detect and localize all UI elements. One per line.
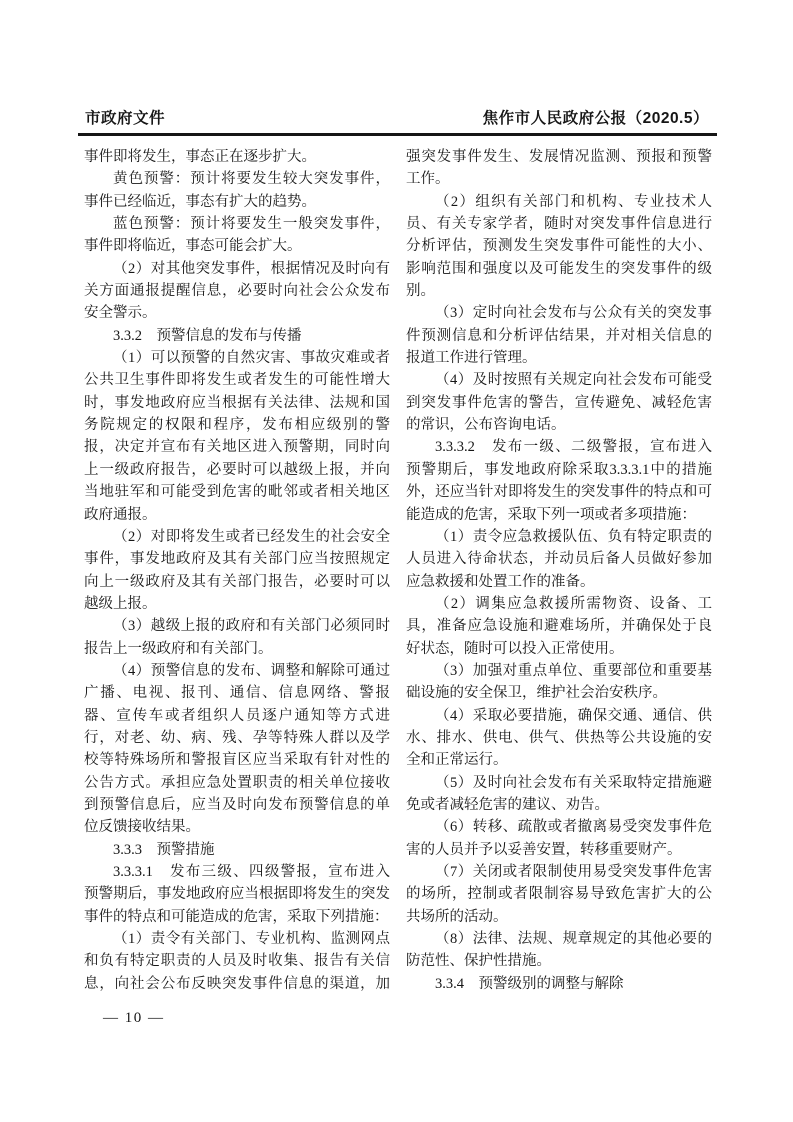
- text-line: 预警期后，事发地政府除采取3.3.3.1中的措施: [406, 461, 712, 478]
- text-line: （2）对即将发生或者已经发生的社会安全: [113, 528, 390, 545]
- text-line: 件预测信息和分析评估结果，并对相关信息的: [406, 327, 712, 344]
- text-line: 上一级政府报告，必要时可以越级上报，并向: [84, 461, 390, 478]
- text-line: （5）及时向社会发布有关采取特定措施避: [435, 774, 712, 791]
- text-line: 越级上报。: [84, 595, 157, 612]
- text-line: 务院规定的权限和程序，发布相应级别的警: [84, 417, 390, 434]
- text-line: 到突发事件危害的警告，宣传避免、减轻危害: [406, 394, 712, 411]
- text-line: （4）及时按照有关规定向社会发布可能受: [435, 372, 712, 389]
- text-line: 公共卫生事件即将发生或者发生的可能性增大: [84, 372, 390, 389]
- text-line: 全和正常运行。: [406, 752, 508, 769]
- text-line: 强突发事件发生、发展情况监测、预报和预警: [406, 149, 712, 165]
- text-line: 应急救援和处置工作的准备。: [406, 573, 595, 590]
- text-line: 报告上一级政府和有关部门。: [84, 640, 273, 657]
- text-line: 公告方式。承担应急处置职责的相关单位接收: [84, 774, 390, 791]
- text-line: 水、排水、供电、供气、供热等公共设施的安: [406, 729, 712, 746]
- text-line: （7）关闭或者限制使用易受突发事件危害: [435, 864, 712, 880]
- text-line: 共场所的活动。: [406, 908, 508, 925]
- text-line: （8）法律、法规、规章规定的其他必要的: [435, 931, 712, 948]
- text-line: （1）责令有关部门、专业机构、监测网点: [113, 931, 390, 948]
- text-line: 人员进入待命状态，并动员后备人员做好参加: [406, 551, 712, 568]
- column-left: [84, 146, 390, 995]
- text-line: 础设施的安全保卫，维护社会治安秩序。: [406, 685, 667, 702]
- text-line: 位反馈接收结果。: [84, 819, 200, 836]
- text-line: 到预警信息后，应当及时向发布预警信息的单: [84, 796, 390, 813]
- text-line: 政府通报。: [84, 506, 157, 523]
- text-line: 害的人员并予以妥善安置，转移重要财产。: [406, 841, 682, 858]
- text-line: 3.3.2 预警信息的发布与传播: [113, 327, 302, 344]
- header-divider: [78, 133, 717, 136]
- page-header: [85, 106, 709, 128]
- text-line: 报道工作进行管理。: [406, 350, 537, 367]
- text-line: 3.3.4 预警级别的调整与解除: [435, 975, 624, 992]
- text-line: 安全警示。: [84, 305, 157, 322]
- text-line: （2）组织有关部门和机构、专业技术人: [435, 193, 712, 210]
- text-line: （2）调集应急救援所需物资、设备、工: [435, 595, 712, 612]
- text-line: 蓝色预警：预计将要发生一般突发事件，: [113, 216, 390, 233]
- text-line: 工作。: [406, 171, 450, 188]
- text-line: （3）加强对重点单位、重要部位和重要基: [435, 662, 712, 679]
- text-line: （3）越级上报的政府和有关部门必须同时: [113, 618, 390, 635]
- text-line: 关方面通报提醒信息，必要时向社会公众发布: [84, 283, 390, 300]
- text-line: 具，准备应急设施和避难场所，并确保处于良: [406, 618, 712, 635]
- text-line: 和负有特定职责的人员及时收集、报告有关信: [84, 953, 390, 970]
- text-line: 报，决定并宣布有关地区进入预警期，同时向: [84, 439, 390, 456]
- text-line: 防范性、保护性措施。: [406, 953, 551, 970]
- text-line: 当地驻军和可能受到危害的毗邻或者相关地区: [84, 484, 390, 501]
- text-line: 3.3.3 预警措施: [113, 841, 215, 858]
- text-line: 事件即将临近，事态可能会扩大。: [84, 238, 302, 255]
- text-line: 事件即将发生，事态正在逐步扩大。: [84, 149, 316, 165]
- text-line: 的场所，控制或者限制容易导致危害扩大的公: [406, 886, 712, 903]
- text-line: 黄色预警：预计将要发生较大突发事件，: [113, 171, 390, 188]
- text-line: 3.3.3.2 发布一级、二级警报，宣布进入: [435, 439, 712, 456]
- text-line: 能造成的危害，采取下列一项或者多项措施：: [406, 506, 696, 523]
- text-line: （4）预警信息的发布、调整和解除可通过: [113, 662, 390, 679]
- text-line: 3.3.3.1 发布三级、四级警报，宣布进入: [113, 864, 390, 880]
- text-line: 好状态，随时可以投入正常使用。: [406, 640, 624, 657]
- text-line: 分析评估，预测发生突发事件可能性的大小、: [406, 238, 712, 255]
- text-line: （4）采取必要措施，确保交通、通信、供: [435, 707, 712, 724]
- text-line: （6）转移、疏散或者撤离易受突发事件危: [435, 819, 712, 836]
- text-line: （3）定时向社会发布与公众有关的突发事: [435, 305, 712, 322]
- header-left-title: 市政府文件: [85, 110, 166, 127]
- text-line: （1）责令应急救援队伍、负有特定职责的: [435, 528, 712, 545]
- text-line: 员、有关专家学者，随时对突发事件信息进行: [406, 216, 712, 233]
- text-line: 事件，事发地政府及其有关部门应当按照规定: [84, 551, 390, 568]
- text-line: 息，向社会公布反映突发事件信息的渠道，加: [84, 975, 390, 992]
- body-columns: [84, 146, 712, 995]
- text-line: 影响范围和强度以及可能发生的突发事件的级: [406, 260, 712, 277]
- text-line: 广播、电视、报刊、通信、信息网络、警报: [84, 685, 390, 702]
- page-number: — 10 —: [103, 1010, 165, 1026]
- text-line: 事件已经临近，事态有扩大的趋势。: [84, 193, 316, 210]
- text-line: （2）对其他突发事件，根据情况及时向有: [113, 260, 390, 277]
- text-line: 的常识，公布咨询电话。: [406, 417, 566, 434]
- text-line: 行，对老、幼、病、残、孕等特殊人群以及学: [84, 729, 390, 746]
- text-line: （1）可以预警的自然灾害、事故灾难或者: [113, 350, 390, 367]
- text-line: 预警期后，事发地政府应当根据即将发生的突发: [84, 886, 390, 903]
- text-line: 器、宣传车或者组织人员逐户通知等方式进: [84, 707, 390, 724]
- column-right: [406, 146, 712, 995]
- text-line: 外，还应当针对即将发生的突发事件的特点和可: [406, 484, 712, 501]
- text-line: 校等特殊场所和警报盲区应当采取有针对性的: [84, 752, 390, 769]
- header-right-title: 焦作市人民政府公报（2020.5）: [482, 110, 709, 127]
- text-line: 事件的特点和可能造成的危害，采取下列措施：: [84, 908, 389, 925]
- text-line: 时，事发地政府应当根据有关法律、法规和国: [84, 394, 390, 411]
- text-line: 别。: [406, 283, 435, 300]
- text-line: 免或者减轻危害的建议、劝告。: [406, 796, 609, 813]
- text-line: 向上一级政府及其有关部门报告，必要时可以: [84, 573, 390, 590]
